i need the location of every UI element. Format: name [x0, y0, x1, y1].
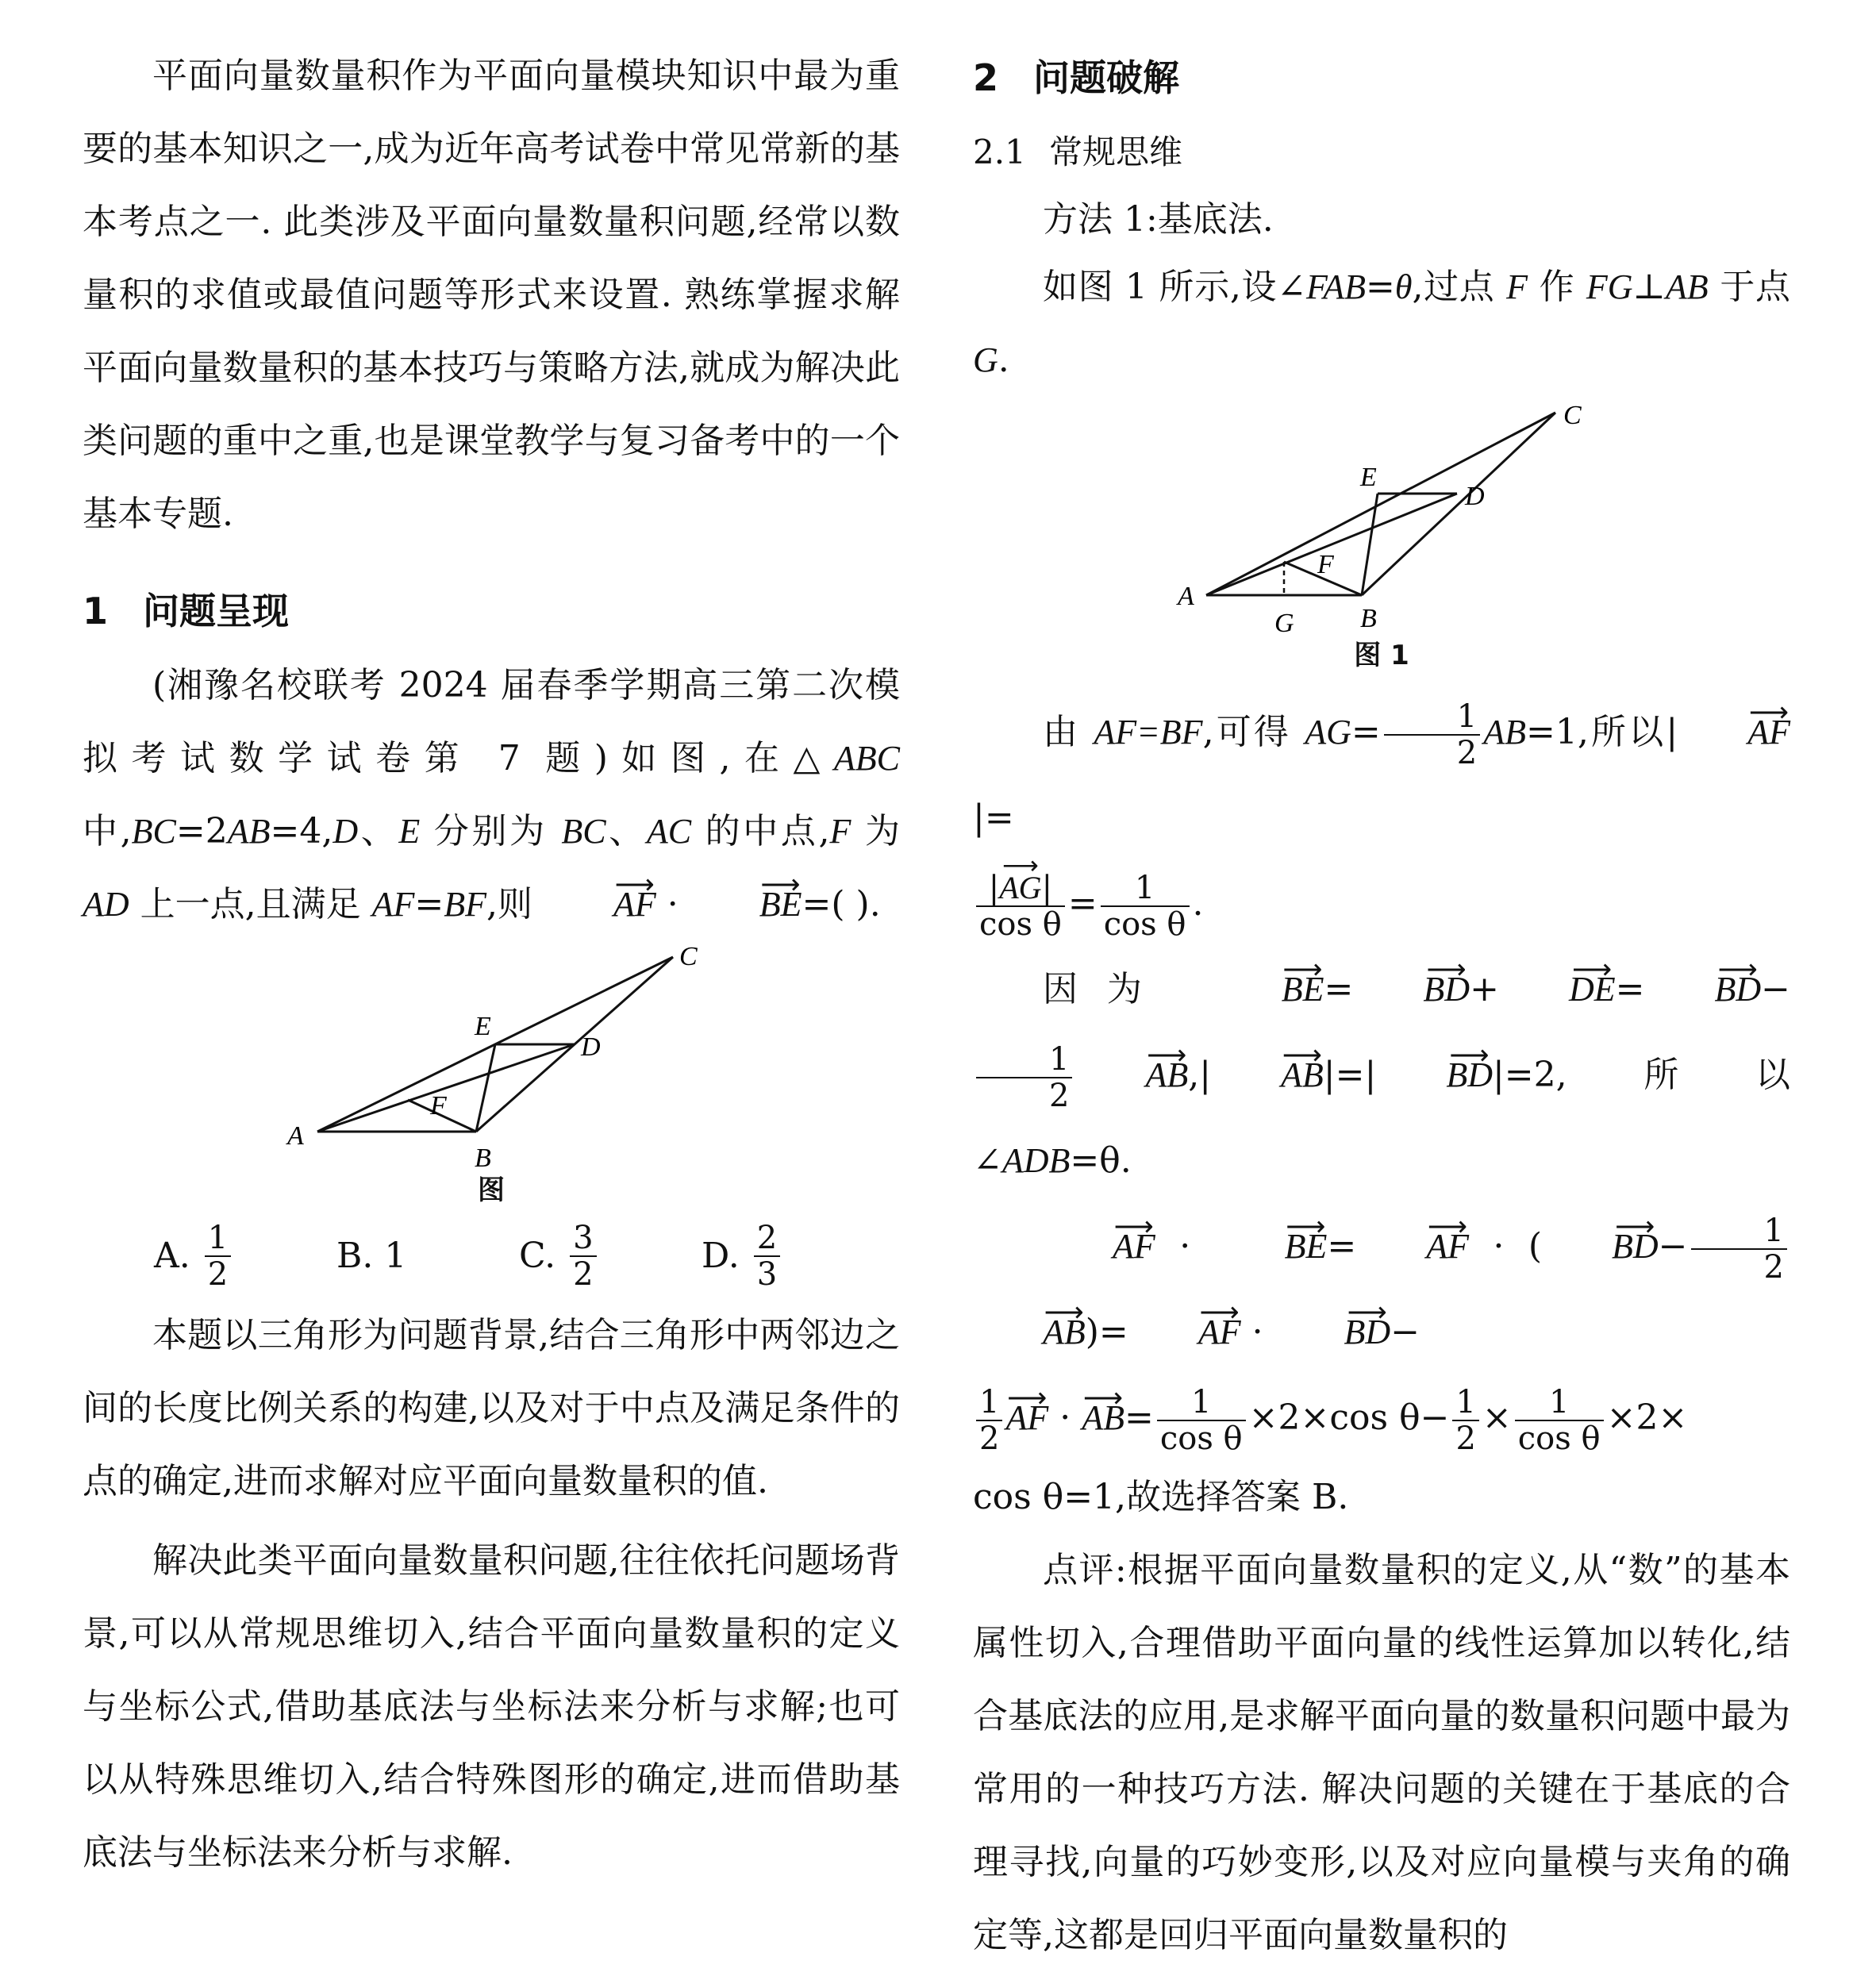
label-e: E — [475, 1012, 491, 1041]
figure-1-caption: 图 1 — [1354, 640, 1409, 671]
vector-be: ⟶ BE — [690, 868, 802, 941]
label-b: B — [1360, 604, 1377, 633]
answer-options — [83, 1220, 900, 1293]
derivation-ag: 由 AF=BF,可得 AG= $\frac{1}{2}$ AB=1,所以|⟶ AF|= — [973, 690, 1790, 861]
derivation-dot-product-cont: $\frac{1}{2}$ ⟶ AF · ⟶ AB= $\frac{1}{\text{cos θ}}$ ×2×cos θ− $\frac{1}{2}$ × $\frac{1}{\text{cos θ}}$ ×2× — [973, 1375, 1790, 1461]
label-e: E — [1360, 463, 1377, 492]
label-d: D — [581, 1032, 601, 1062]
option-d[interactable]: D. $\frac{2}{3}$ — [702, 1220, 884, 1293]
derivation-af-length: $\frac{|⟶ AG|}{\text{cos θ}}$ = $\frac{1}{\text{cos θ}}$ . — [973, 861, 1790, 947]
option-b[interactable]: B. 1 — [336, 1236, 407, 1276]
label-c: C — [1563, 401, 1582, 430]
derivation-dot-product: ⟶ AF · ⟶ BE=⟶ AF · (⟶ BD− $\frac{1}{2}$ ⟶ AB)=⟶ AF · ⟶ BD− — [973, 1204, 1790, 1375]
section-2-heading: 2 问题破解 — [973, 56, 1179, 99]
analysis-paragraph: 本题以三角形为问题背景,结合三角形中两邻边之间的长度比例关系的构建,以及对于中点及满足条件的点的确定,进而求解对应平面向量数量积的值. — [83, 1315, 901, 1501]
triangle-diagram-with-perpendicular — [973, 397, 1790, 643]
label-d: D — [1465, 482, 1485, 511]
derivation-result: cos θ=1,故选择答案 B. — [973, 1477, 1349, 1517]
triangle-diagram — [83, 941, 900, 1179]
figure-caption: 图 — [478, 1174, 505, 1206]
section-number: 1 — [83, 590, 109, 632]
approach-paragraph: 解决此类平面向量数量积问题,往往依托问题场背景,可以从常规思维切入,结合平面向量数量积的定义与坐标公式,借助基底法与坐标法来分析与求解;也可以从特殊思维切入,结合特殊图形的确定,进而借助基底法与坐标法来分析与求解. — [83, 1540, 900, 1873]
problem-figure — [83, 941, 900, 1179]
problem-statement: (湘豫名校联考 2024 届春季学期高三第二次模拟考试数学试卷第 7 题)如图,在△ABC 中,BC=2AB=4,D、E 分别为 BC、AC 的中点,F 为 AD 上一点,且满足 AF=BF,则 ⟶ AF · ⟶ BE=( ). — [83, 649, 900, 941]
subsection-2-1-heading: 2.1 常规思维 — [973, 133, 1183, 171]
derivation-be: 因为 ⟶ BE=⟶ BD+⟶ DE=⟶ BD− $\frac{1}{2}$ ⟶ AB,|⟶ AB|=|⟶ BD|=2,所以∠ADB=θ. — [973, 947, 1790, 1204]
label-a: A — [287, 1121, 304, 1151]
label-f: F — [430, 1091, 447, 1121]
right-column — [973, 40, 1790, 1972]
label-f: F — [1317, 550, 1334, 579]
vector-af: ⟶ AF — [544, 868, 656, 941]
label-c: C — [679, 942, 698, 971]
left-column — [83, 40, 900, 1889]
method-1-title: 方法 1:基底法. — [1043, 199, 1274, 240]
option-c[interactable]: C. $\frac{3}{2}$ — [519, 1220, 702, 1293]
figure-1 — [973, 397, 1790, 643]
section-title: 问题呈现 — [143, 590, 289, 632]
method-1-setup: 如图 1 所示,设∠FAB=θ,过点 F 作 FG⊥AB 于点 G. — [973, 267, 1790, 380]
label-a: A — [1178, 582, 1194, 611]
commentary-paragraph: 点评:根据平面向量数量积的定义,从“数”的基本属性切入,合理借助平面向量的线性运算加以转化,结合基底法的应用,是求解平面向量的数量积问题中最为常用的一种技巧方法. 解决问题的关键在于基底的合理寻找,向量的巧妙变形,以及对应向量模与夹角的确定等,这都是回归平面向量数量积的 — [973, 1550, 1790, 1955]
label-b: B — [475, 1144, 491, 1173]
intro-paragraph: 平面向量数量积作为平面向量模块知识中最为重要的基本知识之一,成为近年高考试卷中常见常新的基本考点之一. 此类涉及平面向量数量积问题,经常以数量积的求值或最值问题等形式来设置. 熟练掌握求解平面向量数量积的基本技巧与策略方法,就成为解决此类问题的重中之重,也是课堂教学与复习备考中的一个基本专题. — [83, 56, 900, 534]
section-1-heading — [83, 573, 900, 649]
option-a[interactable]: A. $\frac{1}{2}$ — [154, 1220, 336, 1293]
label-g: G — [1274, 609, 1294, 638]
